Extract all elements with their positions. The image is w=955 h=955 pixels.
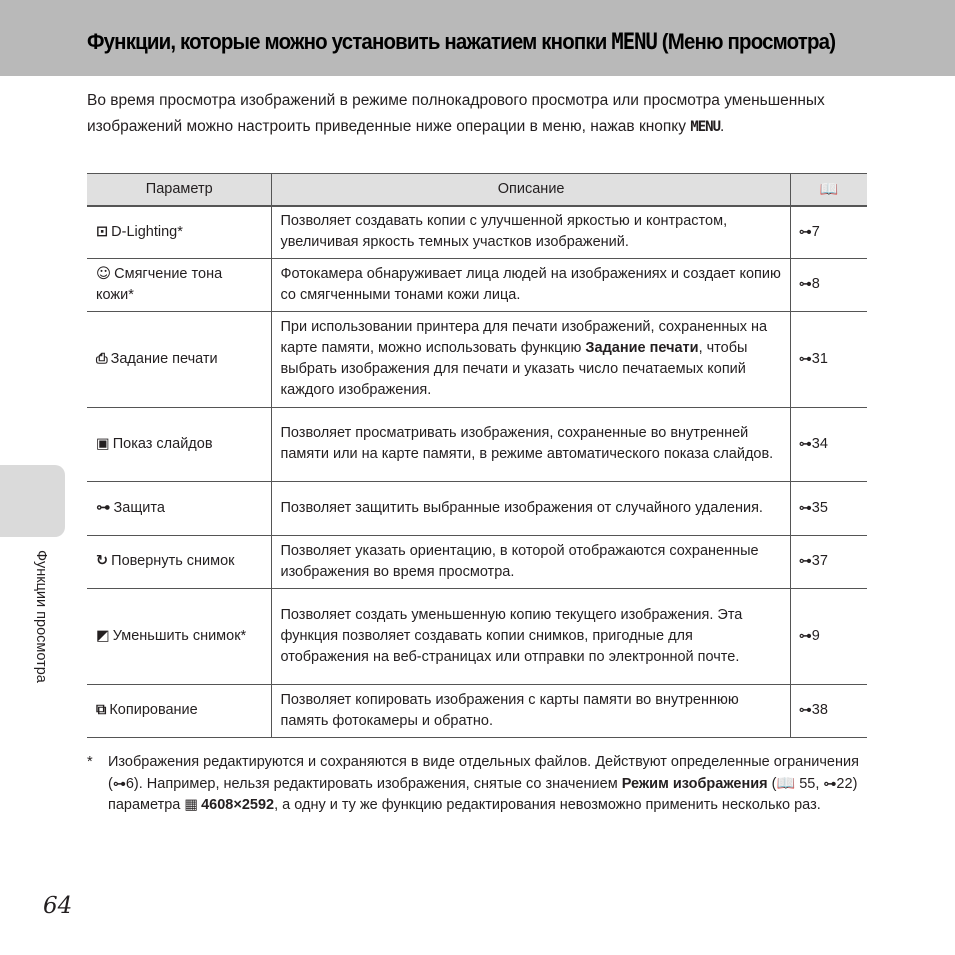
column-header-param: Параметр xyxy=(87,174,272,207)
reference-icon: ⊶ xyxy=(798,277,812,292)
book-icon: 📖 xyxy=(776,774,796,792)
table-row: ⎙ Задание печати При использовании принтера для печати изображений, сохраненных на карте памяти, можно использовать функцию Задание печати, чтобы выбрать изображения для печати и указать число печатаемых копий каждого изображения. ⊶31 xyxy=(87,311,867,407)
print-order-icon: ⎙ xyxy=(96,350,108,367)
book-icon: 📖 xyxy=(819,179,839,198)
menu-button-label: MENU xyxy=(690,118,721,135)
column-header-desc: Описание xyxy=(272,174,790,207)
header-bar xyxy=(0,0,955,76)
table-header-row xyxy=(87,174,867,207)
menu-button-label: MENU xyxy=(611,30,657,55)
rotate-image-icon: ↻ xyxy=(96,553,109,569)
table-row: ↻ Повернуть снимок Позволяет указать ориентацию, в которой отображаются сохраненные изображения во время просмотра. ⊶37 xyxy=(87,535,867,588)
protect-key-icon: ⊶ xyxy=(96,499,111,516)
image-mode-icon: ▦ xyxy=(184,797,199,813)
table-row: ⊶ Защита Позволяет защитить выбранные изображения от случайного удаления. ⊶35 xyxy=(87,481,867,535)
skin-softening-icon: ☺ xyxy=(96,265,112,282)
reference-icon: ⊶ xyxy=(798,703,812,718)
d-lighting-icon: ⊡ xyxy=(96,223,109,240)
reference-icon: ⊶ xyxy=(823,777,837,792)
table-row: ⊡ D-Lighting* Позволяет создавать копии с улучшенной яркостью и контрастом, увеличивая яркость темных участков изображений. ⊶7 xyxy=(87,206,867,258)
reference-icon: ⊶ xyxy=(798,351,812,367)
side-tab xyxy=(0,465,65,537)
table-row: ⧉ Копирование Позволяет копировать изображения с карты памяти во внутреннюю память фотокамеры и обратно. ⊶38 xyxy=(87,684,867,737)
page-title: Функции, которые можно установить нажатием кнопки MENU (Меню просмотра) xyxy=(87,29,836,55)
table-row: ◩ Уменьшить снимок* Позволяет создать уменьшенную копию текущего изображения. Эта функция позволяет создавать копии снимков, пригодные для отображения на веб-страницах или отправки по электронной почте. ⊶9 xyxy=(87,588,867,684)
table-row: ▣ Показ слайдов Позволяет просматривать изображения, сохраненные во внутренней памяти или на карте памяти, в режиме автоматического показа слайдов. ⊶34 xyxy=(87,407,867,481)
side-section-label: Функции просмотра xyxy=(33,550,49,683)
table-row: ☺ Смягчение тона кожи* Фотокамера обнаруживает лица людей на изображениях и создает копию со смягченными тонами кожи лица. ⊶8 xyxy=(87,258,867,311)
slide-show-icon: ▣ xyxy=(96,435,110,452)
page-number: 64 xyxy=(43,893,73,919)
reference-icon: ⊶ xyxy=(798,628,812,644)
intro-paragraph: Во время просмотра изображений в режиме полнокадрового просмотра или просмотра уменьшенных изображений можно настроить приведенные ниже операции в меню, нажав кнопку MENU. xyxy=(87,92,825,135)
column-header-ref xyxy=(790,174,867,207)
reference-icon: ⊶ xyxy=(798,500,812,516)
reference-icon: ⊶ xyxy=(112,777,126,792)
reference-icon: ⊶ xyxy=(798,554,812,569)
copy-icon: ⧉ xyxy=(96,702,107,718)
reference-icon: ⊶ xyxy=(798,436,812,452)
reference-icon: ⊶ xyxy=(798,224,812,240)
options-table xyxy=(87,173,867,738)
small-picture-icon: ◩ xyxy=(96,627,110,644)
